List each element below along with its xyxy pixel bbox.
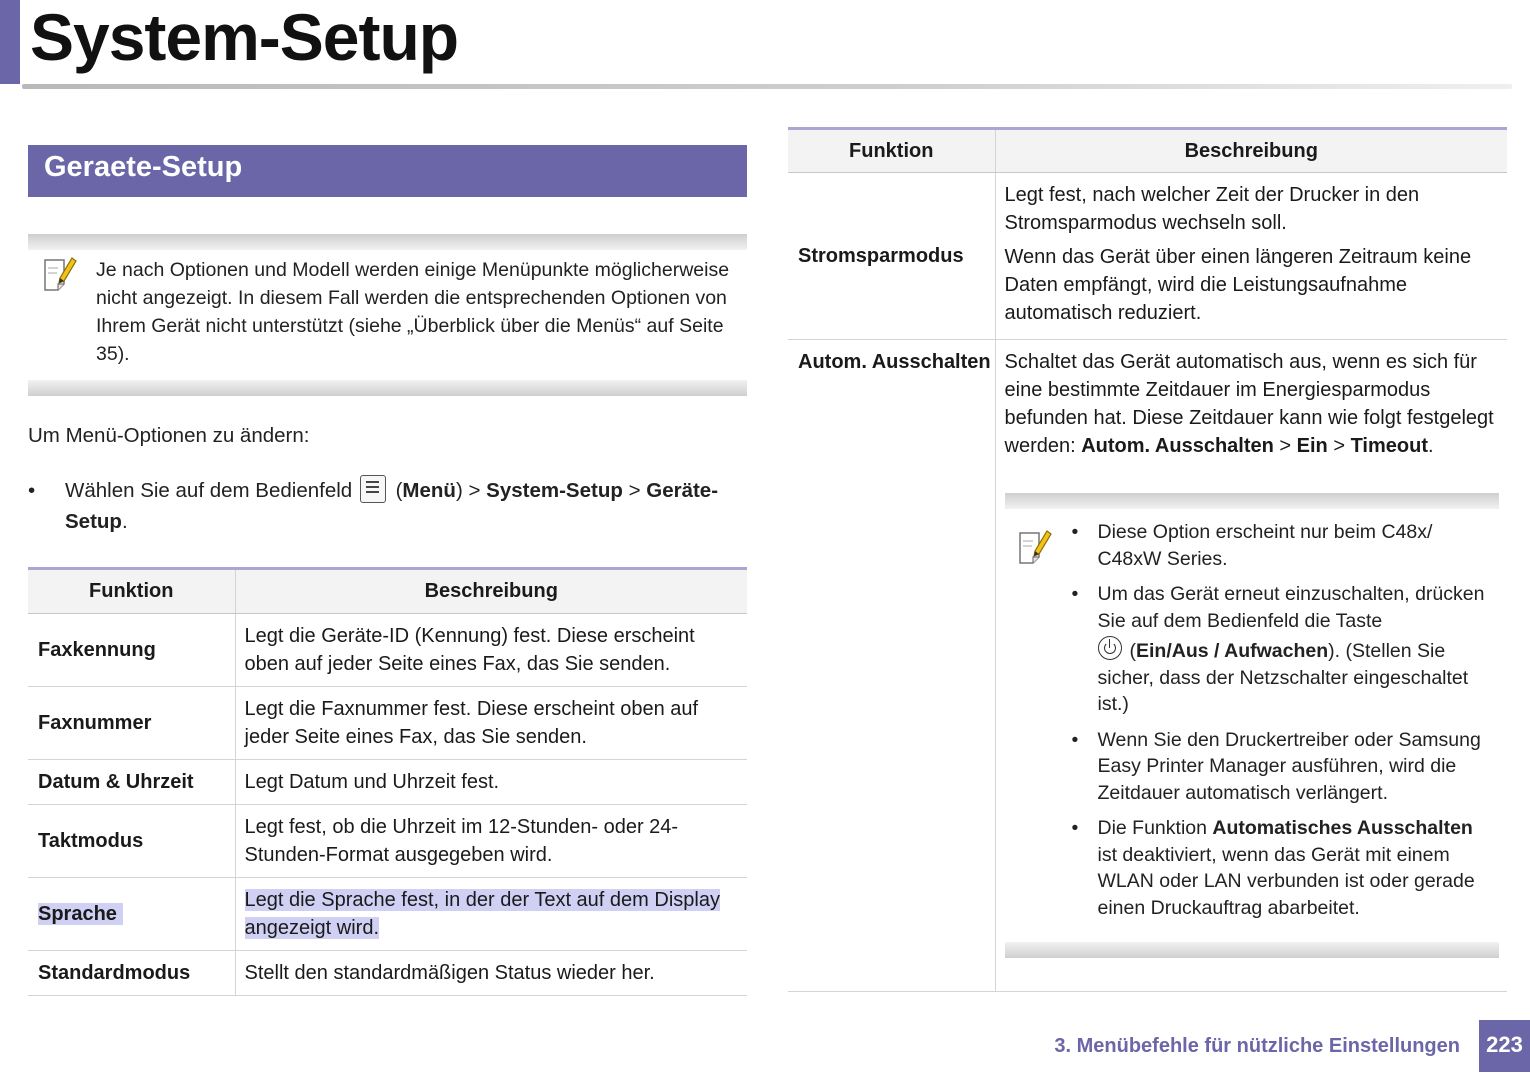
table-row <box>788 340 1507 992</box>
note-bar-top <box>28 234 747 250</box>
description-paragraph: Schaltet das Gerät automatisch aus, wenn es sich für eine bestimmte Zeitdauer im Energiesparmodus befunden hat. Diese Zeitdauer kann wie folgt festgelegt werden: Autom. Ausschalten > Ein > Timeout. <box>1004 351 1494 457</box>
row-function <box>28 878 235 951</box>
menu-button-icon <box>360 475 386 503</box>
inner-note-list <box>1072 519 1493 921</box>
header-function: Funktion <box>28 569 235 614</box>
note-box <box>28 234 747 396</box>
path-geraete-setup: Geräte-Setup <box>65 479 719 533</box>
highlighted-description: Legt die Sprache fest, in der der Text auf dem Display angezeigt wird. <box>244 889 720 939</box>
row-function: Taktmodus <box>28 805 235 878</box>
header-function: Funktion <box>788 129 995 173</box>
row-description: Stellt den standardmäßigen Status wieder her. <box>235 951 747 996</box>
path-system-setup: System-Setup <box>486 479 623 502</box>
row-description: Legt die Faxnummer fest. Diese erscheint oben auf jeder Seite eines Fax, das Sie senden. <box>235 687 747 760</box>
page-number-badge: 223 <box>1479 1020 1530 1072</box>
table-row <box>28 687 747 760</box>
title-accent-bar <box>0 0 20 84</box>
row-function: Standardmodus <box>28 951 235 996</box>
row-function: Autom. Ausschalten <box>788 340 995 992</box>
row-description: Legt Datum und Uhrzeit fest. <box>235 760 747 805</box>
highlighted-function: Sprache <box>38 903 123 925</box>
row-function: Faxnummer <box>28 687 235 760</box>
chapter-footer: 3. Menübefehle für nützliche Einstellungen <box>1054 1035 1460 1057</box>
path-autom-ausschalten: Autom. Ausschalten <box>1081 435 1274 457</box>
path-ein: Ein <box>1296 435 1328 457</box>
header-description: Beschreibung <box>235 569 747 614</box>
table-header-row <box>28 569 747 614</box>
header-description: Beschreibung <box>995 129 1507 173</box>
intro-text: Um Menü-Optionen zu ändern: <box>28 424 310 447</box>
section-title: Geraete-Setup <box>28 145 747 197</box>
description-paragraph: Wenn das Gerät über einen längeren Zeitraum keine Daten empfängt, wird die Leistungsaufnahme automatisch reduziert. <box>1004 246 1472 324</box>
pencil-note-icon <box>42 254 78 292</box>
list-item: • Wenn Sie den Druckertreiber oder Samsung Easy Printer Manager ausführen, wird die Zeitdauer automatisch verlängert. <box>1072 727 1493 807</box>
row-description <box>235 878 747 951</box>
power-button-icon <box>1098 636 1122 660</box>
table-row <box>788 173 1507 340</box>
list-item: • Diese Option erscheint nur beim C48x/ C48xW Series. <box>1072 519 1493 572</box>
table-row <box>28 951 747 996</box>
instruction-text: Wählen Sie auf dem Bedienfeld (Menü) > System-Setup > Geräte-Setup. <box>65 475 755 537</box>
title-divider <box>22 84 1512 89</box>
page-title: System-Setup <box>30 0 459 74</box>
inner-note-box <box>1005 493 1499 958</box>
inner-note-bar-bottom <box>1005 942 1499 958</box>
left-function-table <box>28 567 747 996</box>
row-function: Datum & Uhrzeit <box>28 760 235 805</box>
row-function: Stromsparmodus <box>788 173 995 340</box>
row-description: Legt fest, ob die Uhrzeit im 12-Stunden- oder 24-Stunden-Format ausgegeben wird. <box>235 805 747 878</box>
list-item: • Die Funktion Automatisches Ausschalten ist deaktiviert, wenn das Gerät mit einem WLAN oder LAN verbunden ist oder gerade einen Druckauftrag abarbeitet. <box>1072 815 1493 921</box>
function-name: Automatisches Ausschalten <box>1212 817 1473 839</box>
row-description: Legt die Geräte-ID (Kennung) fest. Diese erscheint oben auf jeder Seite eines Fax, das Sie senden. <box>235 614 747 687</box>
bullet-dot: • <box>28 479 36 502</box>
row-description <box>995 173 1507 340</box>
note-bar-bottom <box>28 380 747 396</box>
inner-note-bar-top <box>1005 493 1499 509</box>
table-row-highlighted <box>28 878 747 951</box>
table-header-row <box>788 129 1507 173</box>
power-button-label: Ein/Aus / Aufwachen <box>1136 640 1329 662</box>
menu-label: Menü <box>402 479 456 502</box>
table-row <box>28 614 747 687</box>
path-timeout: Timeout <box>1350 435 1428 457</box>
row-function: Faxkennung <box>28 614 235 687</box>
inner-note-body <box>1005 509 1499 942</box>
row-description <box>995 340 1507 992</box>
description-paragraph: Legt fest, nach welcher Zeit der Drucker in den Stromsparmodus wechseln soll. <box>1004 184 1420 234</box>
right-function-table <box>788 127 1507 992</box>
table-row <box>28 805 747 878</box>
table-row <box>28 760 747 805</box>
note-text: Je nach Optionen und Modell werden einige Menüpunkte möglicherweise nicht angezeigt. In diesem Fall werden die entsprechenden Optionen von Ihrem Gerät nicht unterstützt (siehe „Überblick über die Menüs“ auf Seite 35). <box>96 259 730 365</box>
pencil-note-icon <box>1017 527 1053 565</box>
instruction-prefix: Wählen Sie auf dem Bedienfeld <box>65 479 353 502</box>
list-item: • Um das Gerät erneut einzuschalten, drücken Sie auf dem Bedienfeld die Taste (Ein/Aus / Aufwachen). (Stellen Sie sicher, dass der Netzschalter eingeschaltet ist.) <box>1072 581 1493 718</box>
